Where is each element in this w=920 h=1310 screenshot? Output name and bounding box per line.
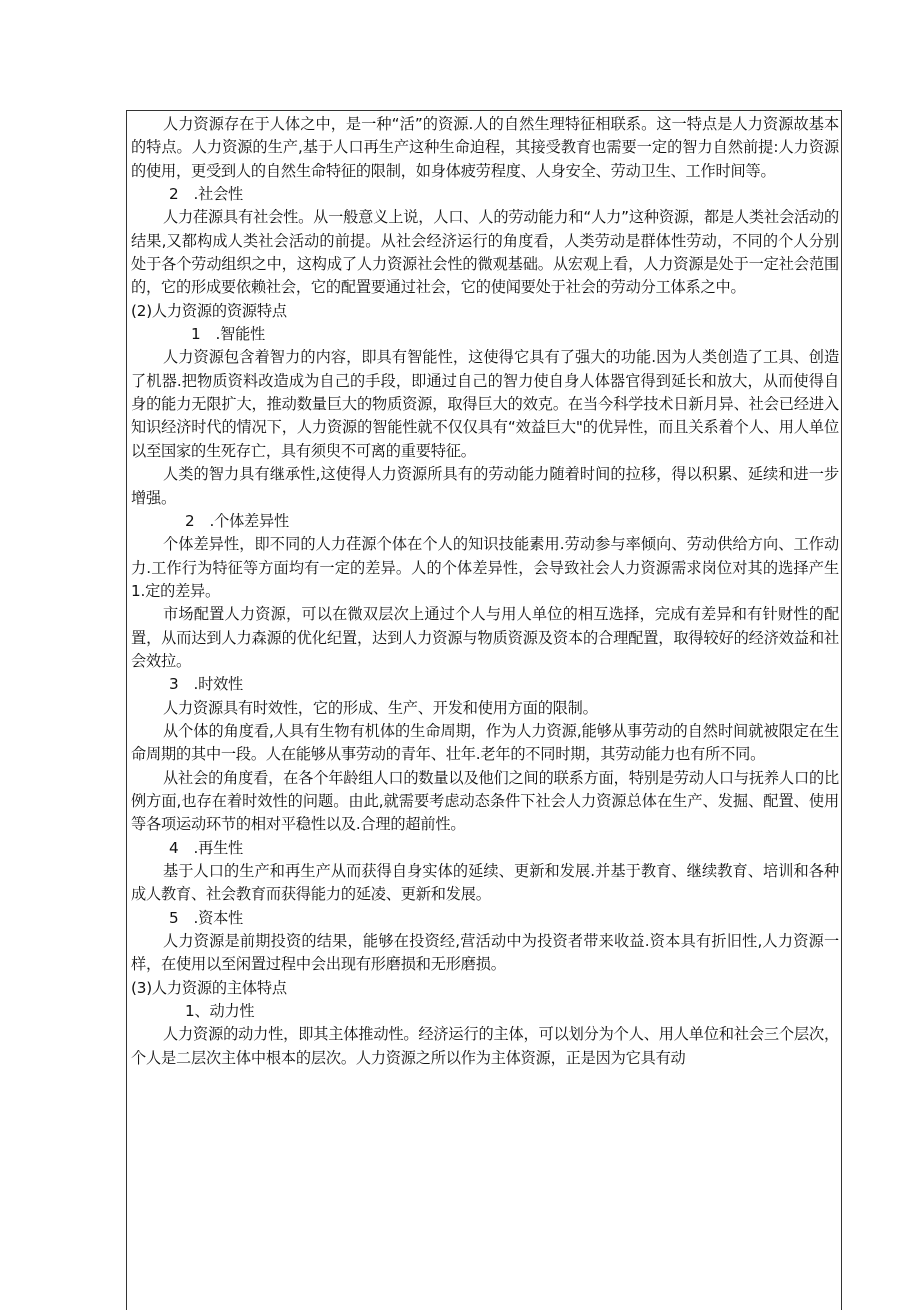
paragraph: 人力资源具有时效性，它的形成、生产、开发和使用方面的限制。 [163, 698, 598, 717]
paragraph: 人力资源存在于人体之中，是一种“活”的资源.人的自然生理特征相联系。这一特点是人力资源故基本的特点。人力资源的生产,基于人口再生产这种生命迫程，其接受教育也需要一定的智力自然前提:人力资源的使用，更受到人的自然生命特征的限制，如身体疲劳程度、人身安全、劳动卫生、工作时间等。 [131, 115, 839, 180]
paragraph: 市场配置人力资源，可以在微双层次上通过个人与用人单位的相互选择，完成有差异和有针财性的配置，从而达到人力森源的优化纪置，达到人力资源与物质资源及资本的合理配置，取得较好的经济效益和社会效拉。 [131, 605, 839, 670]
section-heading: 4 .再生性 [169, 838, 244, 857]
paragraph: 人力资源是前期投资的结果，能够在投资经,营活动中为投资者带来收益.资本具有折旧性,人力资源一样，在使用以至闲置过程中会出现有形磨损和无形磨损。 [131, 932, 839, 974]
section-heading: 3 .时效性 [169, 675, 244, 694]
section-heading: (3)人力资源的主体特点 [131, 978, 287, 997]
section-heading: 5 .资本性 [169, 908, 244, 927]
paragraph: 人力荏源具有社会性。从一般意义上说，人口、人的劳动能力和“人力”这种资源，都是人类社会活动的结果,又都构成人类社会活动的前提。从社会经济运行的角度看，人类劳动是群体性劳动，不同的个人分别处于各个劳动组织之中，这构成了人力资源社会性的微观基础。从宏观上看，人力资源是处于一定社会范围的，它的形成要依赖社会，它的配置要通过社会，它的使闻要处于社会的劳动分工体系之中。 [131, 208, 839, 297]
paragraph: 人力资源包含着智力的内容，即具有智能性，这使得它具有了强大的功能.因为人类创造了工具、创造了机器.把物质资料改造成为自己的手段，即通过自己的智力使自身人体器官得到延长和放大，从而使得自身的能力无限扩大，推动数量巨大的物质资源，取得巨大的效克。在当今科学技术日新月异、社会已经进入知识经济时代的情况下，人力资源的智能性就不仅仅具有“效益巨大"的优异性，而且关系着个人、用人单位以至国家的生死存亡，具有须臾不可离的重要特征。 [131, 348, 839, 460]
paragraph: 从个体的角度看,人具有生物有机体的生命周期，作为人力资源,能够从事劳动的自然时间就被限定在生命周期的其中一段。人在能够从事劳动的青年、壮年.老年的不同时期，其劳动能力也有所不同。 [131, 721, 839, 764]
section-heading: 1 .智能性 [191, 325, 266, 344]
paragraph: 基于人口的生产和再生产从而获得自身实体的延续、更新和发展.并基于教育、继续教育、培训和各种成人教育、社会教育而获得能力的延凌、更新和发展。 [131, 862, 839, 904]
paragraph: 人类的智力具有继承性,这使得人力资源所具有的劳动能力随着时间的拉移，得以积累、延续和进一步增强。 [131, 465, 839, 507]
paragraph: 个体差异性，即不同的人力荏源个体在个人的知识技能素用.劳动参与率倾向、劳动供给方向、工作动力.工作行为特征等方面均有一定的差异。人的个体差异性，会导致社会人力资源需求岗位对其的选择产生1.定的差异。 [131, 535, 839, 600]
paragraph: 从社会的角度看，在各个年龄组人口的数量以及他们之间的联系方面，特别是劳动人口与抚养人口的比例方面,也存在着时效性的问题。由此,就需要考虑动态条件下社会人力资源总体在生产、发掘、配置、使用等各项运动环节的相对平稳性以及.合理的超前性。 [131, 768, 839, 834]
section-heading: (2)人力资源的资源特点 [131, 301, 287, 320]
section-heading: 2 .个体差异性 [185, 511, 290, 530]
section-heading: 1、动力性 [185, 1002, 255, 1021]
section-heading: 2 .社会性 [169, 185, 244, 204]
document-body [131, 113, 839, 1070]
paragraph: 人力资源的动力性，即其主体推动性。经济运行的主体，可以划分为个人、用人单位和社会三个层次，个人是二层次主体中根本的层次。人力资源之所以作为主体资源，正是因为它具有动 [131, 1025, 839, 1067]
